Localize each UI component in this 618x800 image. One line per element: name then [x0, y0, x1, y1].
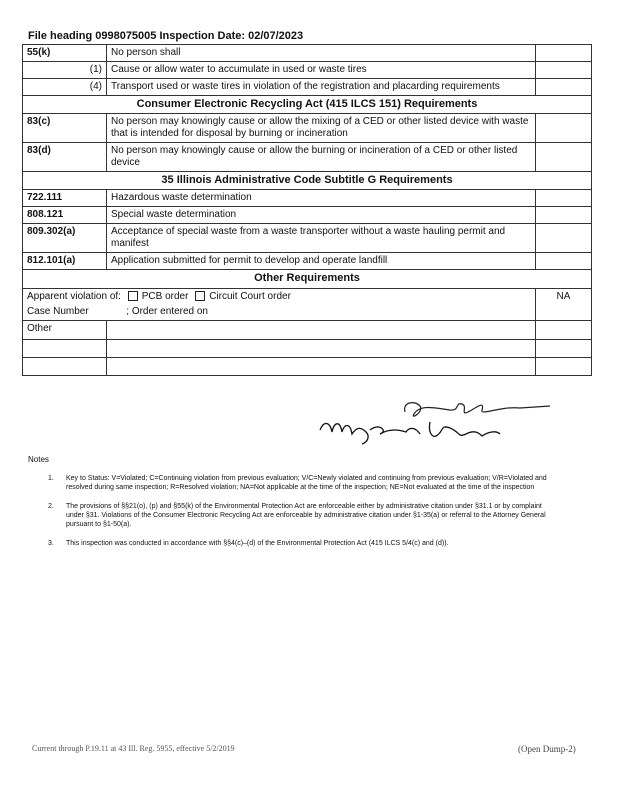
- footer-citation: Current through P.19.11 at 43 Ill. Reg. 5955, effective 5/2/2019: [32, 744, 235, 753]
- inspection-table: [22, 44, 592, 376]
- apparent-violation-cell: [23, 288, 536, 320]
- code-cell: 83(c): [23, 114, 107, 143]
- requirement-text: Cause or allow water to accumulate in used or waste tires: [107, 62, 536, 79]
- requirement-text: Hazardous waste determination: [107, 190, 536, 207]
- table-row: [23, 224, 592, 253]
- case-number-label: Case Number: [27, 305, 89, 317]
- circuit-court-checkbox[interactable]: [195, 291, 205, 301]
- note-text: The provisions of §§21(o), (p) and §55(k) of the Environmental Protection Act are enforceable either by administrative citation under §31.1 or by complaint under §31. Violations of the Consumer Electronic Recycling Act are enforceable by administrative citation under §1-35(a) or referral to the Attorney General pursuant to §1-50(a).: [66, 503, 546, 529]
- code-cell: 809.302(a): [23, 224, 107, 253]
- note-number: 1.: [48, 475, 54, 482]
- list-item: [30, 539, 550, 548]
- note-text: Key to Status: V=Violated; C=Continuing violation from previous evaluation; V/C=Newly violated and continuing from previous evaluation; V/R=Violated and resolved during same inspection; R=Resolved violation; NA=Not applicable at the time of the inspection; NE=Not evaluated at the time of the inspection: [66, 475, 547, 492]
- apparent-violation-label: Apparent violation of:: [27, 290, 121, 302]
- table-row: [23, 79, 592, 96]
- signature-image: [310, 392, 560, 447]
- sub-item-number: (4): [23, 79, 107, 96]
- table-row: [23, 62, 592, 79]
- status-cell: [536, 143, 592, 172]
- section-header-row: [23, 96, 592, 114]
- section-header: Other Requirements: [23, 270, 592, 288]
- code-cell: 55(k): [23, 45, 107, 62]
- list-item: [30, 474, 550, 492]
- requirement-text: Acceptance of special waste from a waste transporter without a waste hauling permit and manifest: [107, 224, 536, 253]
- sub-item-number: (1): [23, 62, 107, 79]
- apparent-violation-row: [23, 288, 592, 320]
- footer-form-name: (Open Dump-2): [518, 744, 576, 754]
- status-cell: [536, 62, 592, 79]
- status-cell: [536, 114, 592, 143]
- other-label: Other: [23, 320, 107, 339]
- code-cell: 83(d): [23, 143, 107, 172]
- pcb-order-label: PCB order: [141, 290, 189, 302]
- notes-title: Notes: [28, 455, 49, 464]
- status-cell: [536, 207, 592, 224]
- table-row: [23, 45, 592, 62]
- section-header: Consumer Electronic Recycling Act (415 ILCS 151) Requirements: [23, 96, 592, 114]
- table-row: [23, 114, 592, 143]
- status-cell: [536, 320, 592, 339]
- requirement-text: Application submitted for permit to develop and operate landfill: [107, 253, 536, 270]
- other-text: [107, 320, 536, 339]
- table-row: [23, 143, 592, 172]
- requirement-text: No person may knowingly cause or allow the burning or incineration of a CED or other listed device: [107, 143, 536, 172]
- status-cell: [536, 224, 592, 253]
- file-heading: File heading 0998075005 Inspection Date: 02/07/2023: [28, 30, 304, 42]
- note-text: This inspection was conducted in accordance with §§4(c)–(d) of the Environmental Protection Act (415 ILCS 5/4(c) and (d)).: [66, 540, 449, 548]
- blank-row: [23, 357, 592, 375]
- status-cell: [536, 253, 592, 270]
- section-header: 35 Illinois Administrative Code Subtitle G Requirements: [23, 172, 592, 190]
- status-cell: [536, 45, 592, 62]
- code-cell: 722.111: [23, 190, 107, 207]
- requirement-text: No person may knowingly cause or allow the mixing of a CED or other listed device with waste that is intended for disposal by burning or incineration: [107, 114, 536, 143]
- status-cell: [536, 79, 592, 96]
- requirement-text: No person shall: [107, 45, 536, 62]
- pcb-order-checkbox[interactable]: [128, 291, 138, 301]
- table-row: [23, 190, 592, 207]
- other-row: [23, 320, 592, 339]
- signature-stroke: [320, 422, 500, 444]
- code-cell: 808.121: [23, 207, 107, 224]
- table-row: [23, 253, 592, 270]
- note-number: 2.: [48, 503, 54, 511]
- circuit-court-label: Circuit Court order: [209, 290, 291, 302]
- requirement-text: Special waste determination: [107, 207, 536, 224]
- blank-row: [23, 339, 592, 357]
- status-cell: [536, 190, 592, 207]
- code-cell: 812.101(a): [23, 253, 107, 270]
- order-entered-label: ; Order entered on: [126, 305, 208, 317]
- status-cell: NA: [536, 288, 592, 320]
- requirement-text: Transport used or waste tires in violation of the registration and placarding requirements: [107, 79, 536, 96]
- section-header-row: [23, 270, 592, 288]
- note-number: 3.: [48, 540, 54, 548]
- signature-stroke: [405, 403, 550, 417]
- list-item: [30, 502, 550, 529]
- notes-list: [30, 474, 550, 559]
- table-row: [23, 207, 592, 224]
- section-header-row: [23, 172, 592, 190]
